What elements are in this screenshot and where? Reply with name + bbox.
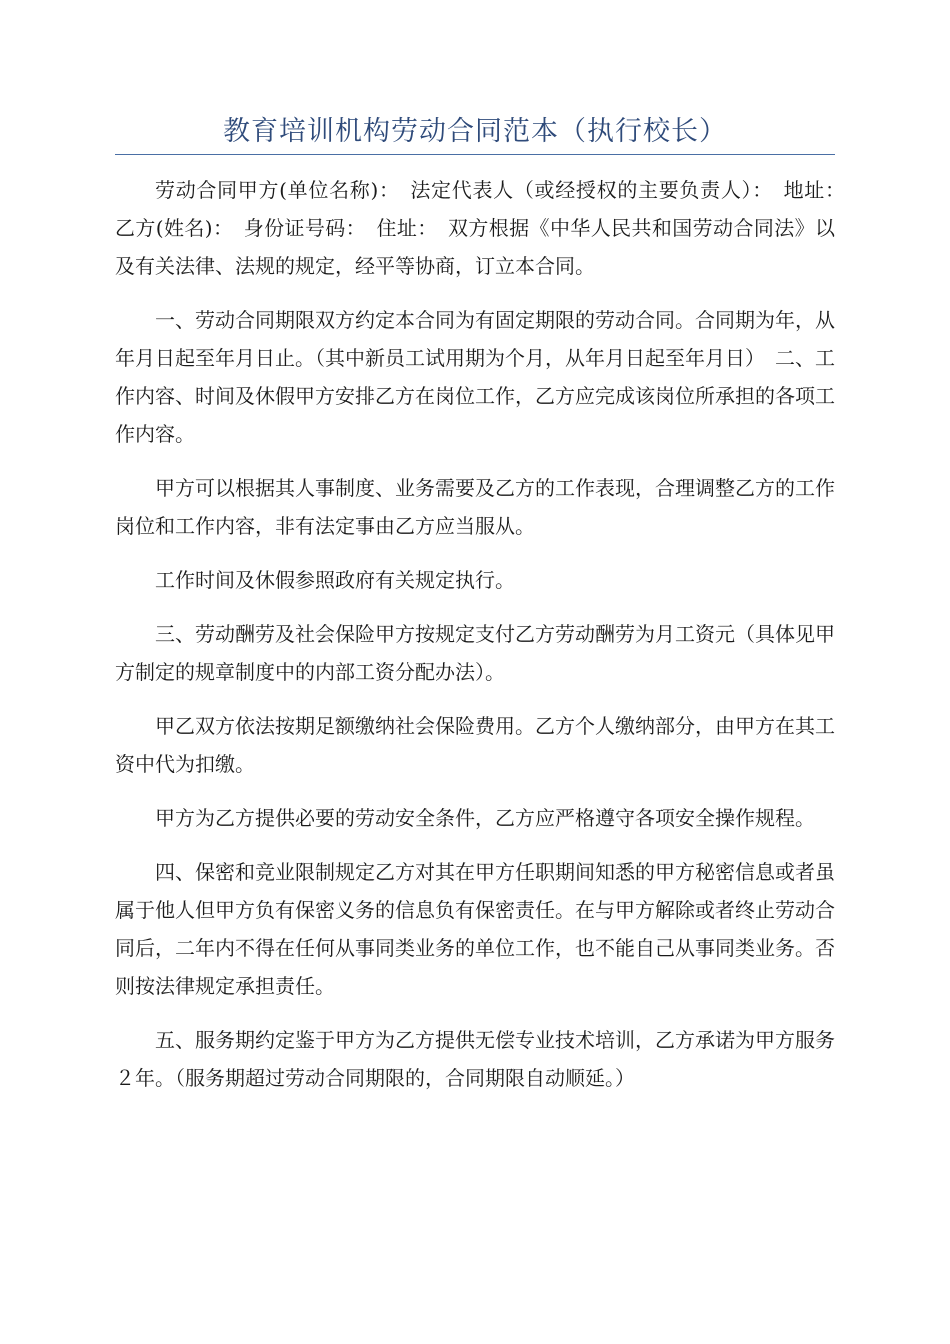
paragraph-confidentiality: 四、保密和竞业限制规定乙方对其在甲方任职期间知悉的甲方秘密信息或者虽属于他人但甲方负有保密义务的信息负有保密责任。在与甲方解除或者终止劳动合同后，二年内不得在任何从事同类业务的单位工作，也不能自己从事同类业务。否则按法律规定承担责任。 xyxy=(115,860,835,998)
paragraph-service-period: 五、服务期约定鉴于甲方为乙方提供无偿专业技术培训，乙方承诺为甲方服务２年。（服务期超过劳动合同期限的，合同期限自动顺延。） xyxy=(115,1028,835,1090)
paragraph-work-hours: 工作时间及休假参照政府有关规定执行。 xyxy=(155,568,515,592)
title-underline xyxy=(115,154,835,155)
document-title: 教育培训机构劳动合同范本（执行校长） xyxy=(223,116,727,147)
document-body xyxy=(115,171,855,1113)
paragraph-compensation: 三、劳动酬劳及社会保险甲方按规定支付乙方劳动酬劳为月工资元（具体见甲方制定的规章制度中的内部工资分配办法）。 xyxy=(115,622,835,684)
paragraph-term-and-work: 一、劳动合同期限双方约定本合同为有固定期限的劳动合同。合同期为年，从年月日起至年月日止。（其中新员工试用期为个月，从年月日起至年月日） 二、工作内容、时间及休假甲方安排乙方在岗位工作，乙方应完成该岗位所承担的各项工作内容。 xyxy=(115,308,835,446)
paragraph-social-insurance: 甲乙双方依法按期足额缴纳社会保险费用。乙方个人缴纳部分，由甲方在其工资中代为扣缴。 xyxy=(115,714,835,776)
paragraph-adjustment: 甲方可以根据其人事制度、业务需要及乙方的工作表现，合理调整乙方的工作岗位和工作内容，非有法定事由乙方应当服从。 xyxy=(115,476,835,538)
paragraph-parties: 劳动合同甲方(单位名称)： 法定代表人（或经授权的主要负责人）： 地址： 乙方(姓名)： 身份证号码： 住址： 双方根据《中华人民共和国劳动合同法》以及有关法律、法规的规定，经平等协商，订立本合同。 xyxy=(115,178,855,278)
paragraph-safety: 甲方为乙方提供必要的劳动安全条件，乙方应严格遵守各项安全操作规程。 xyxy=(155,806,815,830)
